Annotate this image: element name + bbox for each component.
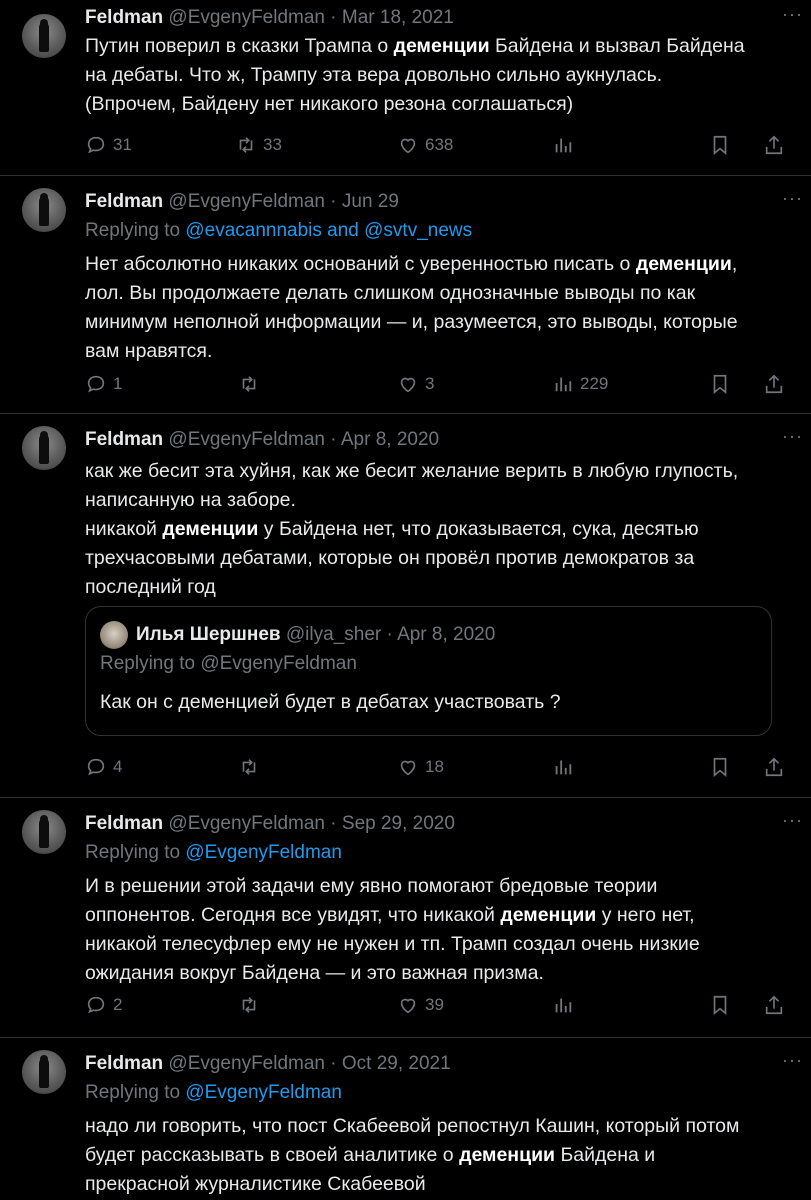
quote-replying-to: Replying to @EvgenyFeldman — [100, 653, 357, 674]
tweet-date[interactable]: Mar 18, 2021 — [341, 7, 454, 28]
like-count: 39 — [425, 995, 444, 1014]
action-bar — [85, 369, 781, 399]
reply-to-link[interactable]: @EvgenyFeldman — [185, 1082, 342, 1103]
view-count: 229 — [580, 374, 609, 393]
action-bar — [85, 990, 781, 1020]
tweet-date[interactable]: Jun 29 — [341, 191, 399, 212]
avatar[interactable] — [22, 810, 66, 854]
retweet-button[interactable] — [238, 994, 260, 1016]
more-dots-icon[interactable]: ··· — [782, 188, 803, 208]
reply-count: 1 — [113, 374, 123, 393]
tweet-header: Feldman @EvgenyFeldman · Jun 29 — [85, 191, 399, 212]
tweet-3[interactable] — [0, 798, 811, 1038]
quote-header: Илья Шершнев @ilya_sher · Apr 8, 2020 — [100, 621, 495, 647]
quote-avatar[interactable] — [100, 621, 128, 649]
reply-bubble-icon — [85, 373, 107, 395]
replying-to: Replying to @evacannnabis and @svtv_news — [85, 220, 473, 241]
tweet-2[interactable] — [0, 414, 811, 798]
share-button[interactable] — [763, 134, 785, 156]
more-dots-icon[interactable]: ··· — [782, 1050, 803, 1070]
tweet-0[interactable] — [0, 0, 811, 176]
like-count: 3 — [425, 374, 435, 393]
retweet-icon — [235, 134, 257, 156]
tweet-text: И в решении этой задачи ему явно помогают бредовые теории оппонентов. Сегодня все увидят, что никакой деменции у него нет, никакой телесуфлер ему не нужен и тп. Трамп создал очень низкие ожидания вокруг Байдена — и это важная призма. — [85, 875, 700, 984]
bookmark-button[interactable] — [709, 756, 731, 778]
retweet-button[interactable] — [235, 134, 282, 156]
retweet-button[interactable] — [238, 756, 260, 778]
bookmark-icon — [709, 994, 731, 1016]
like-count: 638 — [425, 135, 454, 154]
author-handle[interactable]: @EvgenyFeldman — [168, 1053, 325, 1074]
quoted-tweet[interactable] — [85, 606, 772, 736]
author-handle[interactable]: @EvgenyFeldman — [168, 191, 325, 212]
heart-icon — [397, 373, 419, 395]
bookmark-button[interactable] — [709, 994, 731, 1016]
more-dots-icon[interactable]: ··· — [782, 810, 803, 830]
reply-count: 2 — [113, 995, 123, 1014]
reply-to-link[interactable]: @EvgenyFeldman — [185, 842, 342, 863]
avatar[interactable] — [22, 188, 66, 232]
tweet-4[interactable] — [0, 1038, 811, 1200]
share-icon — [763, 756, 785, 778]
author-handle[interactable]: @EvgenyFeldman — [168, 429, 325, 450]
reply-to-link[interactable]: @evacannnabis and @svtv_news — [185, 220, 473, 241]
bookmark-icon — [709, 756, 731, 778]
tweet-date[interactable]: Sep 29, 2020 — [341, 813, 455, 834]
views-chart-icon — [552, 134, 574, 156]
like-button[interactable] — [397, 134, 453, 156]
reply-bubble-icon — [85, 756, 107, 778]
avatar[interactable] — [22, 14, 66, 58]
reply-bubble-icon — [85, 994, 107, 1016]
bookmark-icon — [709, 373, 731, 395]
tweet-text: как же бесит эта хуйня, как же бесит желание верить в любую глупость, написанную на заборе. никакой деменции у Байдена нет, что доказывается, сука, десятью трехчасовыми дебатами, которые он провёл против демократов за последний год — [85, 460, 739, 598]
reply-count: 31 — [113, 135, 132, 154]
replying-to: Replying to @EvgenyFeldman — [85, 1082, 342, 1103]
reply-button[interactable] — [85, 373, 122, 395]
retweet-icon — [238, 373, 260, 395]
quote-author-name[interactable]: Илья Шершнев — [136, 624, 281, 646]
tweet-date[interactable]: Oct 29, 2021 — [341, 1053, 451, 1074]
like-button[interactable] — [397, 756, 444, 778]
share-button[interactable] — [763, 756, 785, 778]
quote-text: Как он с деменцией будет в дебатах участвовать ? — [100, 691, 561, 713]
retweet-count: 33 — [263, 135, 282, 154]
more-dots-icon[interactable]: ··· — [782, 4, 803, 24]
like-count: 18 — [425, 757, 444, 776]
share-button[interactable] — [763, 994, 785, 1016]
retweet-icon — [238, 756, 260, 778]
author-handle[interactable]: @EvgenyFeldman — [168, 7, 325, 28]
bookmark-button[interactable] — [709, 373, 731, 395]
share-icon — [763, 373, 785, 395]
tweet-text: надо ли говорить, что пост Скабеевой репостнул Кашин, который потом будет рассказывать в своей аналитике о деменции Байдена и прекрасной журналистике Скабеевой — [85, 1115, 740, 1195]
tweet-header: Feldman @EvgenyFeldman · Sep 29, 2020 — [85, 813, 455, 834]
like-button[interactable] — [397, 373, 434, 395]
author-name[interactable]: Feldman — [85, 7, 164, 28]
tweet-header: Feldman @EvgenyFeldman · Mar 18, 2021 — [85, 7, 454, 28]
share-icon — [763, 994, 785, 1016]
heart-icon — [397, 134, 419, 156]
like-button[interactable] — [397, 994, 444, 1016]
reply-bubble-icon — [85, 134, 107, 156]
retweet-button[interactable] — [238, 373, 260, 395]
replying-to: Replying to @EvgenyFeldman — [85, 842, 342, 863]
quote-date[interactable]: Apr 8, 2020 — [397, 624, 496, 646]
retweet-icon — [238, 994, 260, 1016]
views-chart-icon — [552, 994, 574, 1016]
tweet-text: Путин поверил в сказки Трампа о деменции Байдена и вызвал Байдена на дебаты. Что ж, Трампу эта вера довольно сильно аукнулась. (Впрочем, Байдену нет никакого резона соглашаться) — [85, 35, 745, 115]
avatar[interactable] — [22, 1050, 66, 1094]
bookmark-icon — [709, 134, 731, 156]
author-name[interactable]: Feldman — [85, 813, 164, 834]
bookmark-button[interactable] — [709, 134, 731, 156]
views-button[interactable] — [552, 994, 574, 1016]
tweet-text: Нет абсолютно никаких оснований с уверенностью писать о деменции, лол. Вы продолжаете делать слишком однозначные выводы по как минимум неполной информации — и, разумеется, это выводы, которые вам нравятся. — [85, 253, 738, 362]
views-chart-icon — [552, 373, 574, 395]
share-button[interactable] — [763, 373, 785, 395]
reply-button[interactable] — [85, 756, 122, 778]
heart-icon — [397, 756, 419, 778]
reply-button[interactable] — [85, 134, 132, 156]
author-handle[interactable]: @EvgenyFeldman — [168, 813, 325, 834]
action-bar — [85, 130, 781, 160]
action-bar — [85, 752, 781, 782]
views-button[interactable] — [552, 373, 608, 395]
share-icon — [763, 134, 785, 156]
quote-author-handle[interactable]: @ilya_sher — [285, 624, 382, 646]
reply-count: 4 — [113, 757, 123, 776]
author-name[interactable]: Feldman — [85, 429, 164, 450]
views-chart-icon — [552, 756, 574, 778]
author-name[interactable]: Feldman — [85, 1053, 164, 1074]
more-dots-icon[interactable]: ··· — [782, 426, 803, 446]
avatar[interactable] — [22, 426, 66, 470]
tweet-header: Feldman @EvgenyFeldman · Oct 29, 2021 — [85, 1053, 451, 1074]
views-button[interactable] — [552, 756, 574, 778]
author-name[interactable]: Feldman — [85, 191, 164, 212]
reply-button[interactable] — [85, 994, 122, 1016]
views-button[interactable] — [552, 134, 580, 156]
tweet-date[interactable]: Apr 8, 2020 — [340, 429, 440, 450]
tweet-header: Feldman @EvgenyFeldman · Apr 8, 2020 — [85, 429, 440, 450]
tweet-1[interactable] — [0, 176, 811, 414]
heart-icon — [397, 994, 419, 1016]
